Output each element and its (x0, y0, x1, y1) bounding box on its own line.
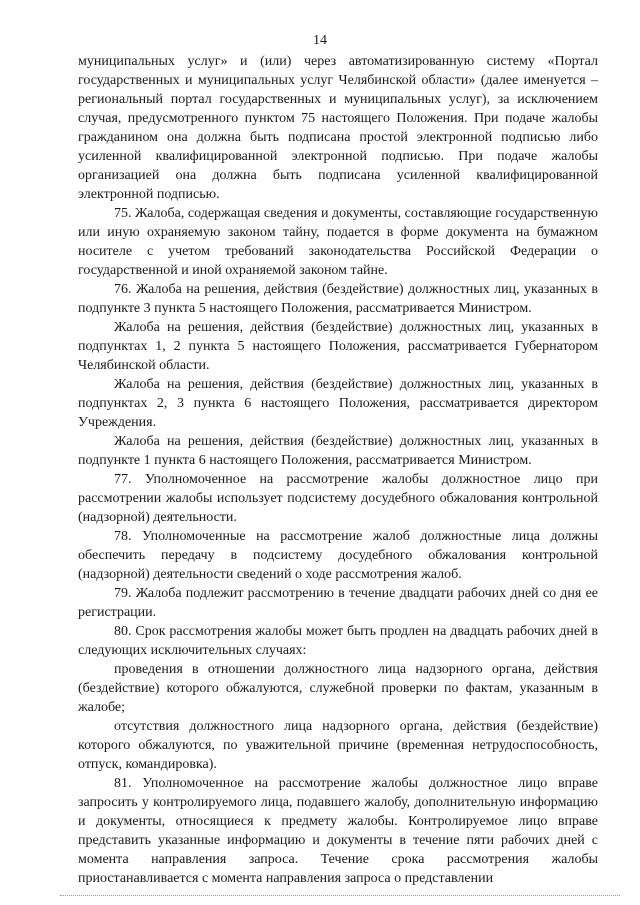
paragraph-77: 77. Уполномоченное на рассмотрение жалобы должностное лицо при рассмотрении жалобы использует подсистему досудебного обжалования контрольной (надзорной) деятельности. (78, 472, 598, 525)
paragraph: Жалоба на решения, действия (бездействие) должностных лиц, указанных в подпунктах 2, 3 пункта 6 настоящего Положения, рассматривается директором Учреждения. (78, 377, 598, 430)
page-number: 14 (313, 33, 327, 48)
paragraph: Жалоба на решения, действия (бездействие) должностных лиц, указанных в подпункте 1 пункта 6 настоящего Положения, рассматривается Министром. (78, 434, 598, 468)
paragraph: муниципальных услуг» и (или) через автоматизированную систему «Портал государственных и муниципальных услуг Челябинской области» (далее именуется – региональный портал государственных и муниципальных услуг), за исключением случая, предусмотренного пунктом 75 настоящего Положения. При подаче жалобы гражданином она должна быть подписана простой электронной подписью либо усиленной квалифицированной электронной подписью. При подаче жалобы организацией она должна быть подписана усиленной квалифицированной электронной подписью. (78, 54, 598, 202)
paragraph-80-case-2: отсутствия должностного лица надзорного органа, действия (бездействие) которого обжалуются, по уважительной причине (временная нетрудоспособность, отпуск, командировка). (78, 719, 598, 772)
paragraph: Жалоба на решения, действия (бездействие) должностных лиц, указанных в подпунктах 1, 2 пункта 5 настоящего Положения, рассматривается Губернатором Челябинской области. (78, 320, 598, 373)
document-body (78, 52, 598, 888)
paragraph-76: 76. Жалоба на решения, действия (бездействие) должностных лиц, указанных в подпункте 3 пункта 5 настоящего Положения, рассматривается Министром. (78, 282, 598, 316)
scan-edge-line (60, 895, 620, 896)
paragraph-75: 75. Жалоба, содержащая сведения и документы, составляющие государственную или иную охраняемую законом тайну, подается в форме документа на бумажном носителе с учетом требований законодательства Российской Федерации о государственной и иной охраняемой законом тайне. (78, 206, 598, 278)
paragraph-80-case-1: проведения в отношении должностного лица надзорного органа, действия (бездействие) которого обжалуются, служебной проверки по фактам, указанным в жалобе; (78, 662, 598, 715)
paragraph-79: 79. Жалоба подлежит рассмотрению в течение двадцати рабочих дней со дня ее регистрации. (78, 586, 598, 620)
paragraph-78: 78. Уполномоченные на рассмотрение жалоб должностные лица должны обеспечить передачу в подсистему досудебного обжалования контрольной (надзорной) деятельности сведений о ходе рассмотрения жалоб. (78, 529, 598, 582)
paragraph-81: 81. Уполномоченное на рассмотрение жалобы должностное лицо вправе запросить у контролируемого лица, подавшего жалобу, дополнительную информацию и документы, относящиеся к предмету жалобы. Контролируемое лицо вправе представить указанные информацию и документы в течение пяти рабочих дней с момента направления запроса. Течение срока рассмотрения жалобы приостанавливается с момента направления запроса о представлении (78, 776, 598, 886)
paragraph-80: 80. Срок рассмотрения жалобы может быть продлен на двадцать рабочих дней в следующих исключительных случаях: (78, 624, 598, 658)
